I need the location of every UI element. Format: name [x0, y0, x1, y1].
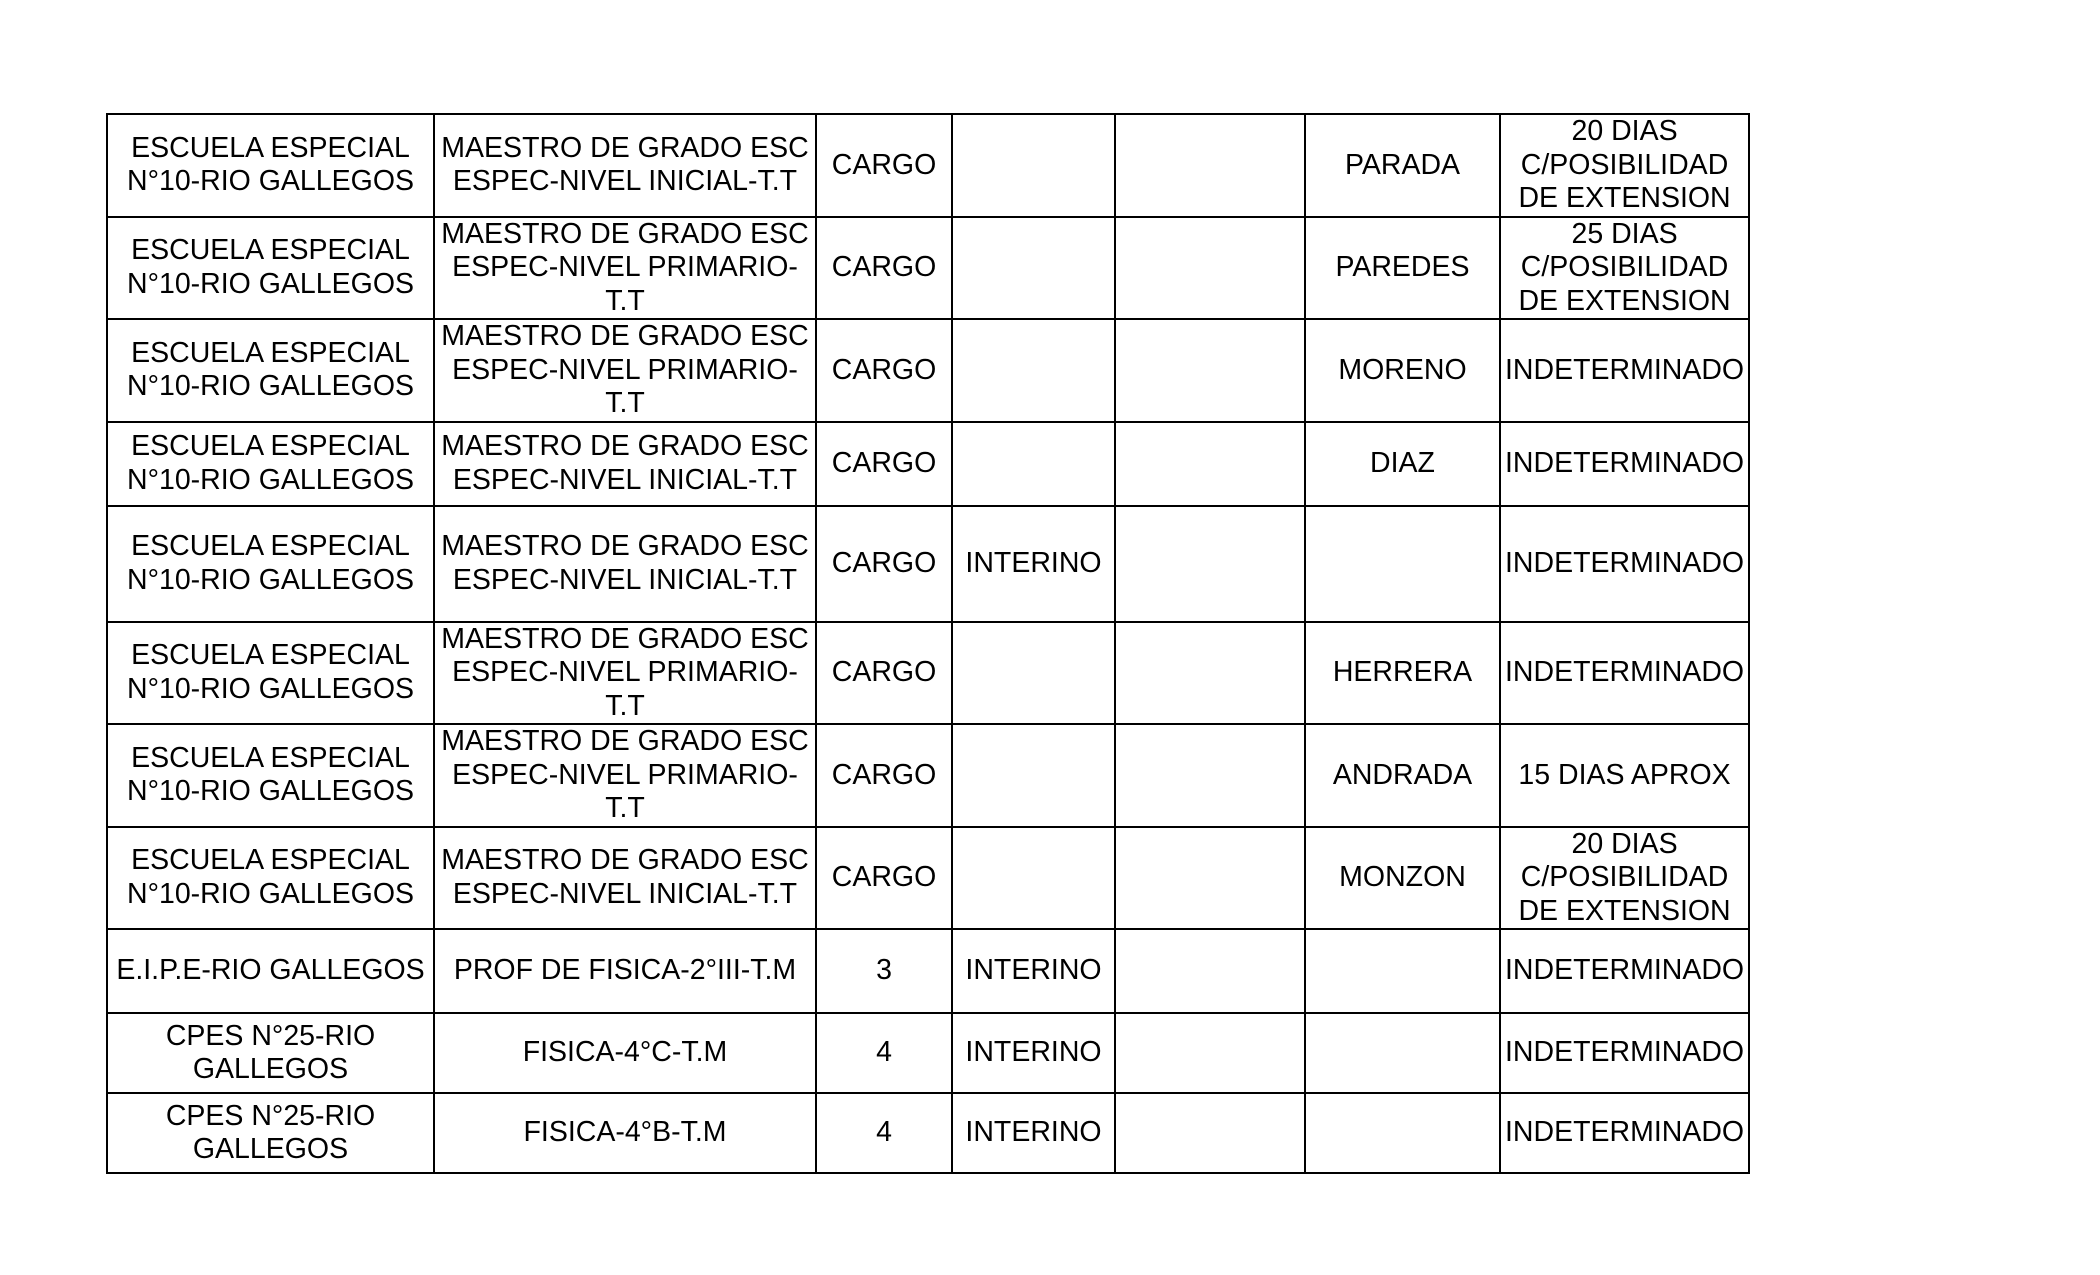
school-text: ESCUELA ESPECIAL N°10-RIO GALLEGOS [127, 844, 414, 910]
hours-cell [816, 724, 952, 827]
school-text: CPES N°25-RIO GALLEGOS [165, 1099, 376, 1165]
school-text: ESCUELA ESPECIAL N°10-RIO GALLEGOS [127, 234, 414, 300]
duration-text: INDETERMINADO [1505, 446, 1745, 479]
table-row [107, 114, 1749, 217]
school-cell [107, 827, 434, 930]
hours-text: CARGO [831, 148, 937, 181]
duration-text: 20 DIAS C/POSIBILIDAD DE EXTENSION [1518, 827, 1731, 927]
status-text: INTERINO [965, 954, 1102, 987]
holder-cell [1115, 217, 1305, 320]
replaces-text: MORENO [1338, 353, 1467, 386]
school-text: ESCUELA ESPECIAL N°10-RIO GALLEGOS [127, 336, 414, 403]
table-row [107, 929, 1749, 1013]
position-text: MAESTRO DE GRADO ESC ESPEC-NIVEL INICIAL-T.T [441, 131, 809, 198]
position-cell [434, 929, 816, 1013]
replaces-cell [1305, 217, 1500, 320]
status-cell [952, 724, 1115, 827]
hours-text: CARGO [831, 353, 937, 386]
position-cell [434, 506, 816, 622]
table-row [107, 319, 1749, 422]
hours-cell [816, 1093, 952, 1173]
duration-text: INDETERMINADO [1505, 656, 1745, 688]
replaces-cell [1305, 422, 1500, 506]
school-text: ESCUELA ESPECIAL N°10-RIO GALLEGOS [127, 639, 414, 705]
table-row [107, 827, 1749, 930]
holder-cell [1115, 506, 1305, 622]
position-text: FISICA-4°C-T.M [522, 1036, 728, 1069]
hours-cell [816, 827, 952, 930]
school-text: CPES N°25-RIO GALLEGOS [165, 1019, 376, 1085]
table-row [107, 724, 1749, 827]
position-cell [434, 217, 816, 320]
position-text: MAESTRO DE GRADO ESC ESPEC-NIVEL PRIMARIO-T.T [441, 217, 809, 317]
position-cell [434, 724, 816, 827]
school-cell [107, 217, 434, 320]
school-cell [107, 319, 434, 422]
school-cell [107, 1013, 434, 1093]
position-text: MAESTRO DE GRADO ESC ESPEC-NIVEL INICIAL-T.T [441, 844, 809, 910]
status-cell [952, 1013, 1115, 1093]
position-text: MAESTRO DE GRADO ESC ESPEC-NIVEL INICIAL-T.T [441, 430, 809, 496]
status-cell [952, 827, 1115, 930]
status-text: INTERINO [965, 1116, 1102, 1149]
school-cell [107, 622, 434, 725]
status-cell [952, 319, 1115, 422]
replaces-text: HERRERA [1332, 656, 1473, 688]
duration-cell [1500, 319, 1749, 422]
replaces-text: PAREDES [1335, 251, 1470, 283]
hours-cell [816, 422, 952, 506]
duration-cell [1500, 622, 1749, 725]
replaces-cell [1305, 506, 1500, 622]
hours-cell [816, 1013, 952, 1093]
hours-text: CARGO [831, 446, 937, 479]
holder-cell [1115, 319, 1305, 422]
status-cell [952, 622, 1115, 725]
status-cell [952, 506, 1115, 622]
duration-text: 15 DIAS APROX [1518, 758, 1731, 791]
hours-text: CARGO [831, 251, 937, 283]
replaces-text: DIAZ [1370, 446, 1435, 479]
holder-cell [1115, 929, 1305, 1013]
replaces-cell [1305, 724, 1500, 827]
duration-cell [1500, 827, 1749, 930]
table-row [107, 506, 1749, 622]
hours-text: CARGO [831, 758, 937, 791]
table-row [107, 422, 1749, 506]
replaces-cell [1305, 929, 1500, 1013]
status-text: INTERINO [965, 1036, 1102, 1069]
holder-cell [1115, 724, 1305, 827]
holder-cell [1115, 1013, 1305, 1093]
school-cell [107, 506, 434, 622]
position-text: FISICA-4°B-T.M [523, 1116, 727, 1149]
school-text: ESCUELA ESPECIAL N°10-RIO GALLEGOS [127, 131, 414, 198]
hours-text: 4 [876, 1116, 892, 1149]
hours-cell [816, 217, 952, 320]
duration-cell [1500, 1093, 1749, 1173]
hours-cell [816, 929, 952, 1013]
position-text: MAESTRO DE GRADO ESC ESPEC-NIVEL PRIMARIO-T.T [441, 320, 809, 419]
duration-cell [1500, 114, 1749, 217]
hours-text: CARGO [831, 861, 937, 893]
duration-text: INDETERMINADO [1505, 546, 1745, 579]
hours-cell [816, 114, 952, 217]
duration-cell [1500, 929, 1749, 1013]
table-body [107, 114, 1749, 1173]
holder-cell [1115, 1093, 1305, 1173]
duration-cell [1500, 422, 1749, 506]
school-text: ESCUELA ESPECIAL N°10-RIO GALLEGOS [127, 530, 414, 596]
status-cell [952, 1093, 1115, 1173]
duration-text: 25 DIAS C/POSIBILIDAD DE EXTENSION [1518, 217, 1731, 317]
hours-cell [816, 319, 952, 422]
position-cell [434, 114, 816, 217]
status-text: INTERINO [965, 546, 1102, 579]
holder-cell [1115, 622, 1305, 725]
replaces-text: MONZON [1339, 861, 1466, 893]
holder-cell [1115, 114, 1305, 217]
vacancy-table [106, 113, 1750, 1174]
table-row [107, 1013, 1749, 1093]
hours-cell [816, 506, 952, 622]
position-cell [434, 319, 816, 422]
duration-text: INDETERMINADO [1505, 1116, 1745, 1149]
position-text: MAESTRO DE GRADO ESC ESPEC-NIVEL PRIMARIO-T.T [441, 725, 809, 824]
hours-cell [816, 622, 952, 725]
duration-cell [1500, 724, 1749, 827]
position-text: MAESTRO DE GRADO ESC ESPEC-NIVEL INICIAL-T.T [441, 530, 809, 596]
holder-cell [1115, 422, 1305, 506]
replaces-cell [1305, 319, 1500, 422]
status-cell [952, 114, 1115, 217]
replaces-cell [1305, 827, 1500, 930]
school-cell [107, 929, 434, 1013]
duration-text: INDETERMINADO [1505, 1036, 1745, 1069]
school-text: ESCUELA ESPECIAL N°10-RIO GALLEGOS [127, 741, 414, 808]
school-text: E.I.P.E-RIO GALLEGOS [116, 954, 425, 987]
duration-text: 20 DIAS C/POSIBILIDAD DE EXTENSION [1518, 115, 1731, 214]
duration-text: INDETERMINADO [1505, 954, 1745, 987]
duration-cell [1500, 217, 1749, 320]
status-cell [952, 217, 1115, 320]
hours-text: CARGO [831, 546, 937, 579]
duration-cell [1500, 506, 1749, 622]
position-text: PROF DE FISICA-2°III-T.M [453, 954, 797, 987]
position-cell [434, 1093, 816, 1173]
position-cell [434, 622, 816, 725]
duration-text: INDETERMINADO [1505, 353, 1745, 386]
hours-text: CARGO [831, 656, 937, 688]
hours-text: 4 [876, 1036, 892, 1069]
position-cell [434, 422, 816, 506]
school-cell [107, 724, 434, 827]
school-cell [107, 114, 434, 217]
status-cell [952, 422, 1115, 506]
replaces-cell [1305, 1013, 1500, 1093]
hours-text: 3 [876, 954, 892, 987]
duration-cell [1500, 1013, 1749, 1093]
replaces-cell [1305, 622, 1500, 725]
position-cell [434, 1013, 816, 1093]
holder-cell [1115, 827, 1305, 930]
replaces-text: ANDRADA [1332, 758, 1473, 791]
table-row [107, 622, 1749, 725]
replaces-cell [1305, 114, 1500, 217]
school-cell [107, 422, 434, 506]
school-text: ESCUELA ESPECIAL N°10-RIO GALLEGOS [127, 430, 414, 496]
table-row [107, 217, 1749, 320]
table-row [107, 1093, 1749, 1173]
status-cell [952, 929, 1115, 1013]
replaces-text: PARADA [1344, 148, 1461, 181]
position-text: MAESTRO DE GRADO ESC ESPEC-NIVEL PRIMARIO-T.T [441, 622, 809, 722]
school-cell [107, 1093, 434, 1173]
position-cell [434, 827, 816, 930]
replaces-cell [1305, 1093, 1500, 1173]
